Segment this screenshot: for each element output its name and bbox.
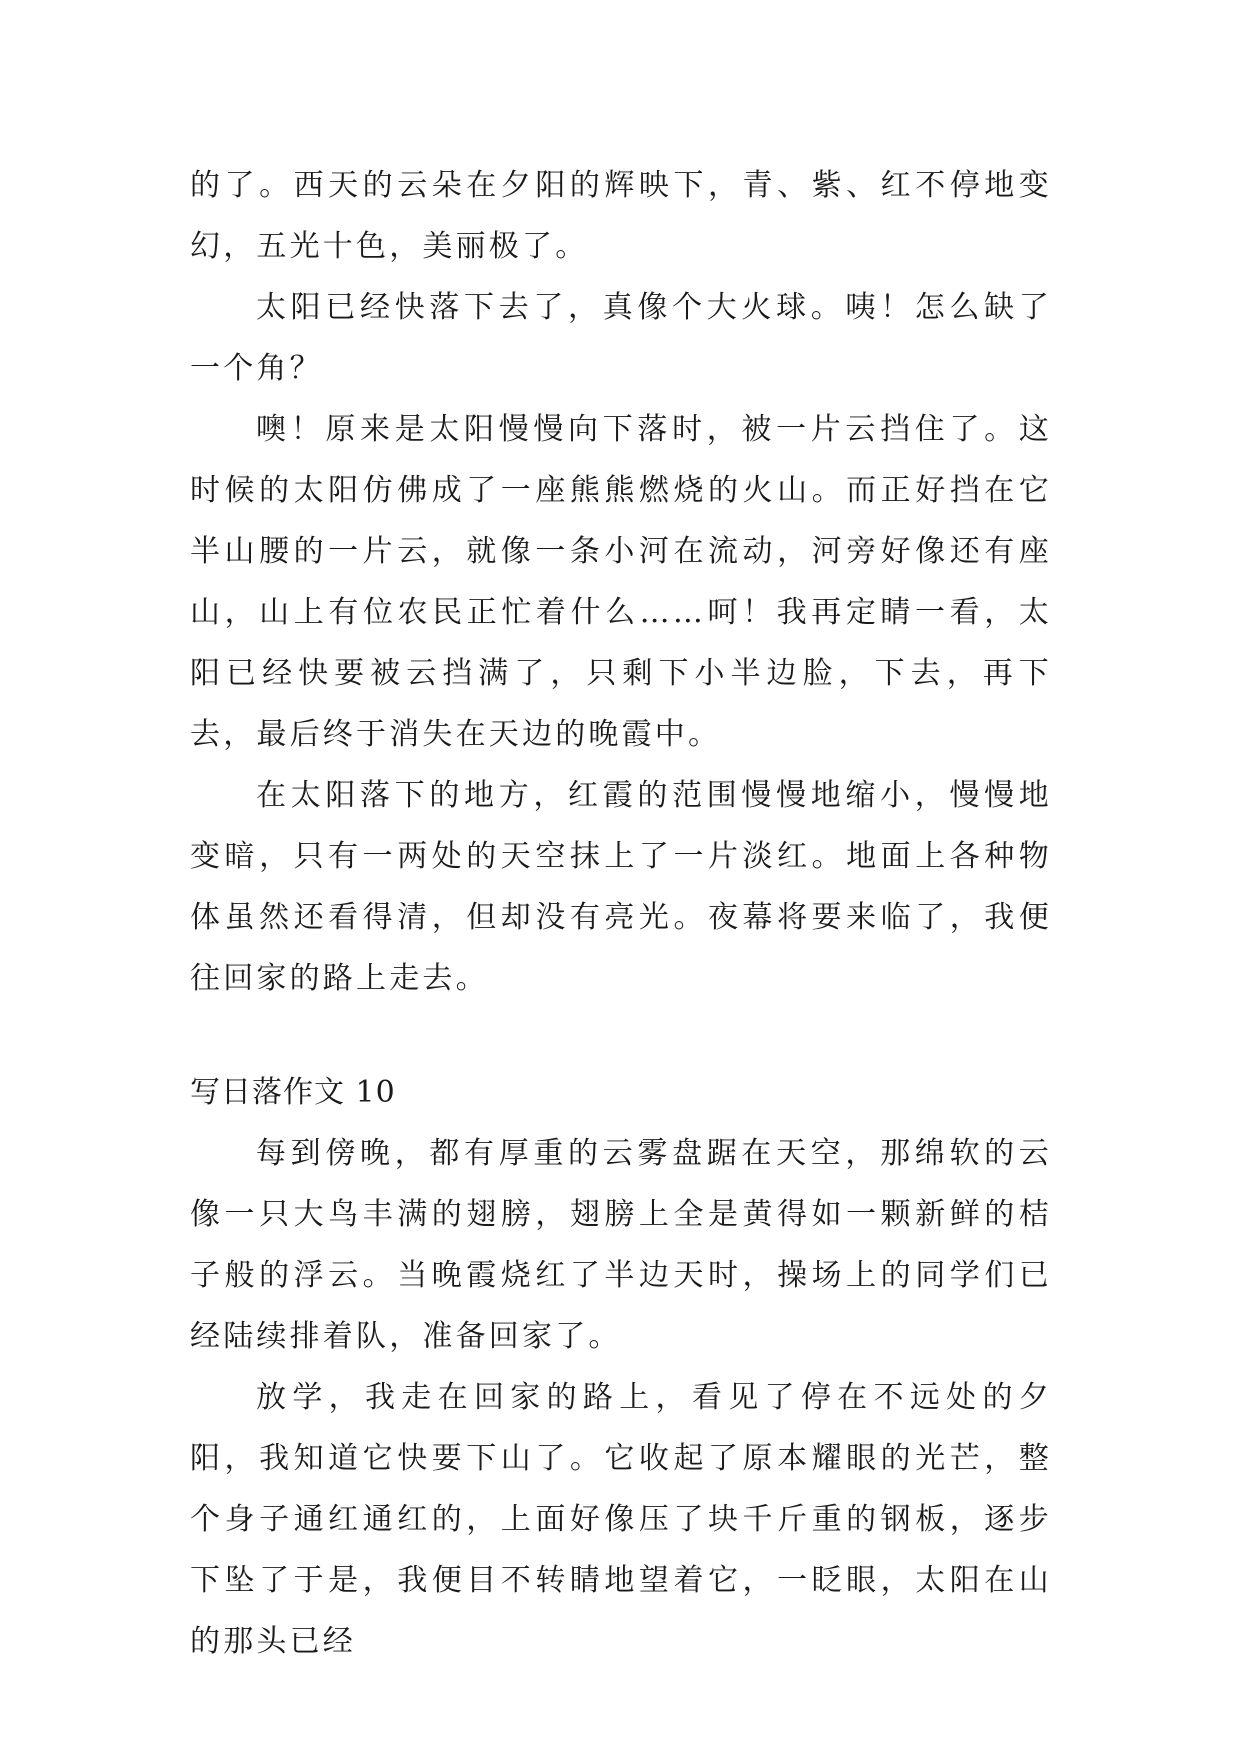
- paragraph: 放学，我走在回家的路上，看见了停在不远处的夕阳，我知道它快要下山了。它收起了原本耀眼的光芒，整个身子通红通红的，上面好像压了块千斤重的钢板，逐步下坠了于是，我便目不转睛地望着它，一眨眼，太阳在山的那头已经: [190, 1380, 1052, 1659]
- section-title: 写日落作文 10: [190, 1075, 396, 1110]
- paragraph-continuation: 的了。西天的云朵在夕阳的辉映下，青、紫、红不停地变幻，五光十色，美丽极了。: [190, 168, 1052, 264]
- paragraph: 每到傍晚，都有厚重的云雾盘踞在天空，那绵软的云像一只大鸟丰满的翅膀，翅膀上全是黄得如一颗新鲜的桔子般的浮云。当晚霞烧红了半边天时，操场上的同学们已经陆续排着队，准备回家了。: [190, 1136, 1052, 1354]
- paragraph: 太阳已经快落下去了，真像个大火球。咦！怎么缺了一个角？: [190, 290, 1052, 386]
- paragraph: 在太阳落下的地方，红霞的范围慢慢地缩小，慢慢地变暗，只有一两处的天空抹上了一片淡红。地面上各种物体虽然还看得清，但却没有亮光。夜幕将要来临了，我便往回家的路上走去。: [190, 778, 1052, 996]
- paragraph: 噢！原来是太阳慢慢向下落时，被一片云挡住了。这时候的太阳仿佛成了一座熊熊燃烧的火山。而正好挡在它半山腰的一片云，就像一条小河在流动，河旁好像还有座山，山上有位农民正忙着什么……呵！我再定睛一看，太阳已经快要被云挡满了，只剩下小半边脸，下去，再下去，最后终于消失在天边的晚霞中。: [190, 412, 1052, 752]
- document-body: [190, 155, 1052, 1672]
